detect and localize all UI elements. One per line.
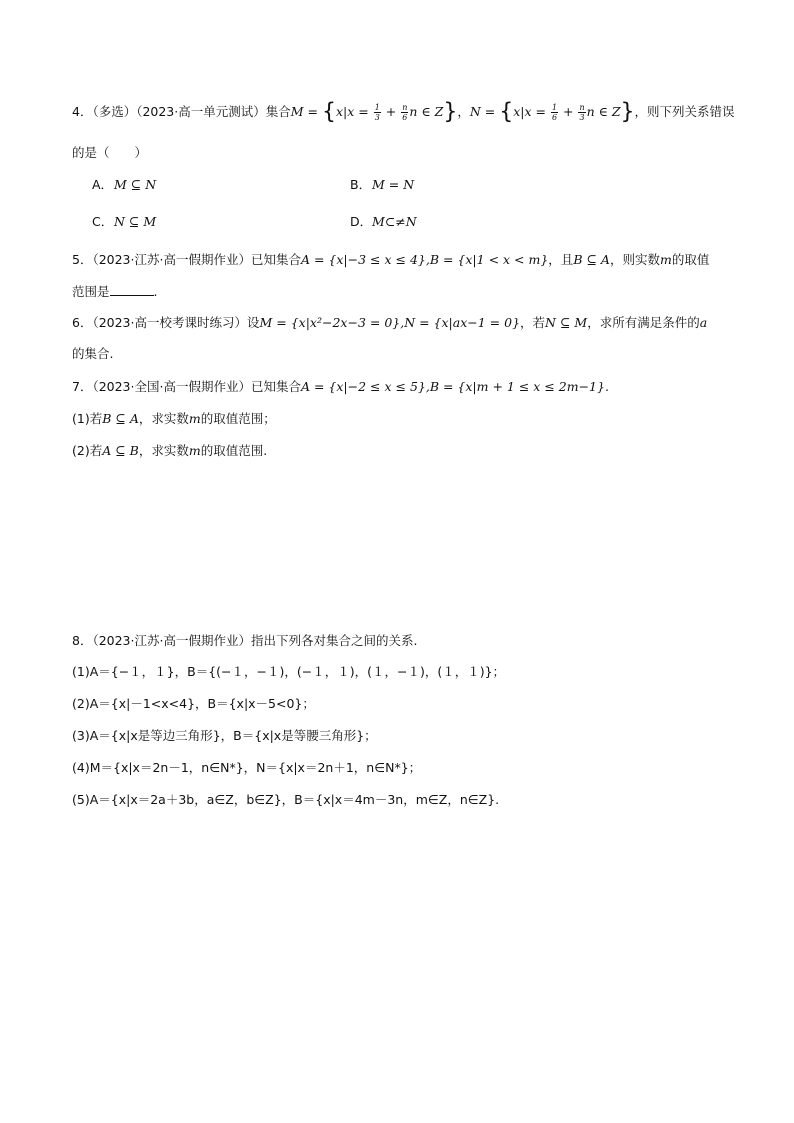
q4-option-b[interactable]: B．M = N (350, 177, 415, 192)
q5-answer-blank[interactable] (110, 282, 154, 296)
q4-line1: 4．（多选）（2023·高一单元测试）集合M = {x|x = $\frac{1}{3}$ + $\frac{n}{6}$ n ∈ Z}，N = {x|x = $\frac{1}{6}$ + $\frac{n}{3}$ n ∈ Z}，则下列关系错误 (72, 99, 735, 125)
q6-sets: M = {x|x²−2x−3 = 0},N = {x|ax−1 = 0} (259, 315, 521, 330)
q4-option-c[interactable]: C．N ⊆ M (92, 214, 157, 229)
q4-option-d[interactable]: D．M⊂≠N (350, 214, 417, 229)
q5-line2: 范围是 . (72, 284, 158, 299)
q4-setN-open-brace: { (499, 99, 514, 125)
q4-suffix: ，则下列关系错误 (634, 104, 735, 119)
q7-sets: A = {x|−2 ≤ x ≤ 5},B = {x|m + 1 ≤ x ≤ 2m−1} (300, 379, 605, 394)
q4-setM-lhs: M = (290, 104, 322, 119)
q6-line2: 的集合. (72, 346, 114, 361)
q8-item-5: (5)A＝{x|x＝2a＋3b，a∈Z，b∈Z}，B＝{x|x＝4m－3n，m∈Z，n∈Z}. (72, 792, 500, 807)
q4-setM-close-brace: } (443, 99, 458, 125)
q7-sub2: (2)若A ⊆ B，求实数m的取值范围. (72, 443, 268, 458)
q4-number: 4． (72, 104, 93, 119)
q8-item-2: (2)A＝{x|－1<x<4}，B＝{x|x－5<0}； (72, 696, 315, 711)
q4-frac-1-3: $\frac{1}{3}$ (374, 103, 380, 122)
q5-line1: 5．（2023·江苏·高一假期作业）已知集合A = {x|−3 ≤ x ≤ 4},B = {x|1 < x < m}，且B ⊆ A，则实数m的取值 (72, 252, 710, 267)
q8-item-3: (3)A＝{x|x是等边三角形}，B＝{x|x是等腰三角形}； (72, 728, 377, 743)
q4-setN-body2: n ∈ Z (586, 104, 621, 119)
q4-prefix: （多选）（2023·高一单元测试）集合 (92, 104, 291, 119)
q8-item-1: (1)A＝{−１，１}，B＝{(−１，−１)，(−１，１)，(１，−１)，(１，１)}； (72, 664, 506, 679)
q4-frac-n-6: $\frac{n}{6}$ (402, 103, 408, 122)
q4-frac-1-6: $\frac{1}{6}$ (551, 103, 558, 122)
q4-setM-open-brace: { (321, 99, 336, 125)
q4-setN-close-brace: } (620, 99, 635, 125)
q8-item-4: (4)M＝{x|x＝2n－1，n∈N*}，N＝{x|x＝2n＋1，n∈N*}； (72, 760, 422, 775)
q4-line2: 的是（ ） (72, 145, 148, 160)
q8-title: 8．（2023·江苏·高一假期作业）指出下列各对集合之间的关系. (72, 633, 418, 648)
q4-frac-n-3: $\frac{n}{3}$ (579, 103, 585, 122)
q6-line1: 6．（2023·高一校考课时练习）设M = {x|x²−2x−3 = 0},N = {x|ax−1 = 0}，若N ⊆ M，求所有满足条件的a (72, 315, 708, 330)
q5-sets: A = {x|−3 ≤ x ≤ 4},B = {x|1 < x < m} (300, 252, 549, 267)
q7-sub1: (1)若B ⊆ A，求实数m的取值范围； (72, 411, 276, 426)
q7-line1: 7．（2023·全国·高一假期作业）已知集合A = {x|−2 ≤ x ≤ 5},B = {x|m + 1 ≤ x ≤ 2m−1}. (72, 379, 609, 394)
q4-setM-body2: n ∈ Z (409, 104, 444, 119)
q4-setM-body1: x|x = (335, 104, 373, 119)
q4-setN-body1: x|x = (513, 104, 550, 119)
q4-setN-lhs: N = (469, 104, 500, 119)
q4-option-a[interactable]: A．M ⊆ N (92, 177, 157, 192)
